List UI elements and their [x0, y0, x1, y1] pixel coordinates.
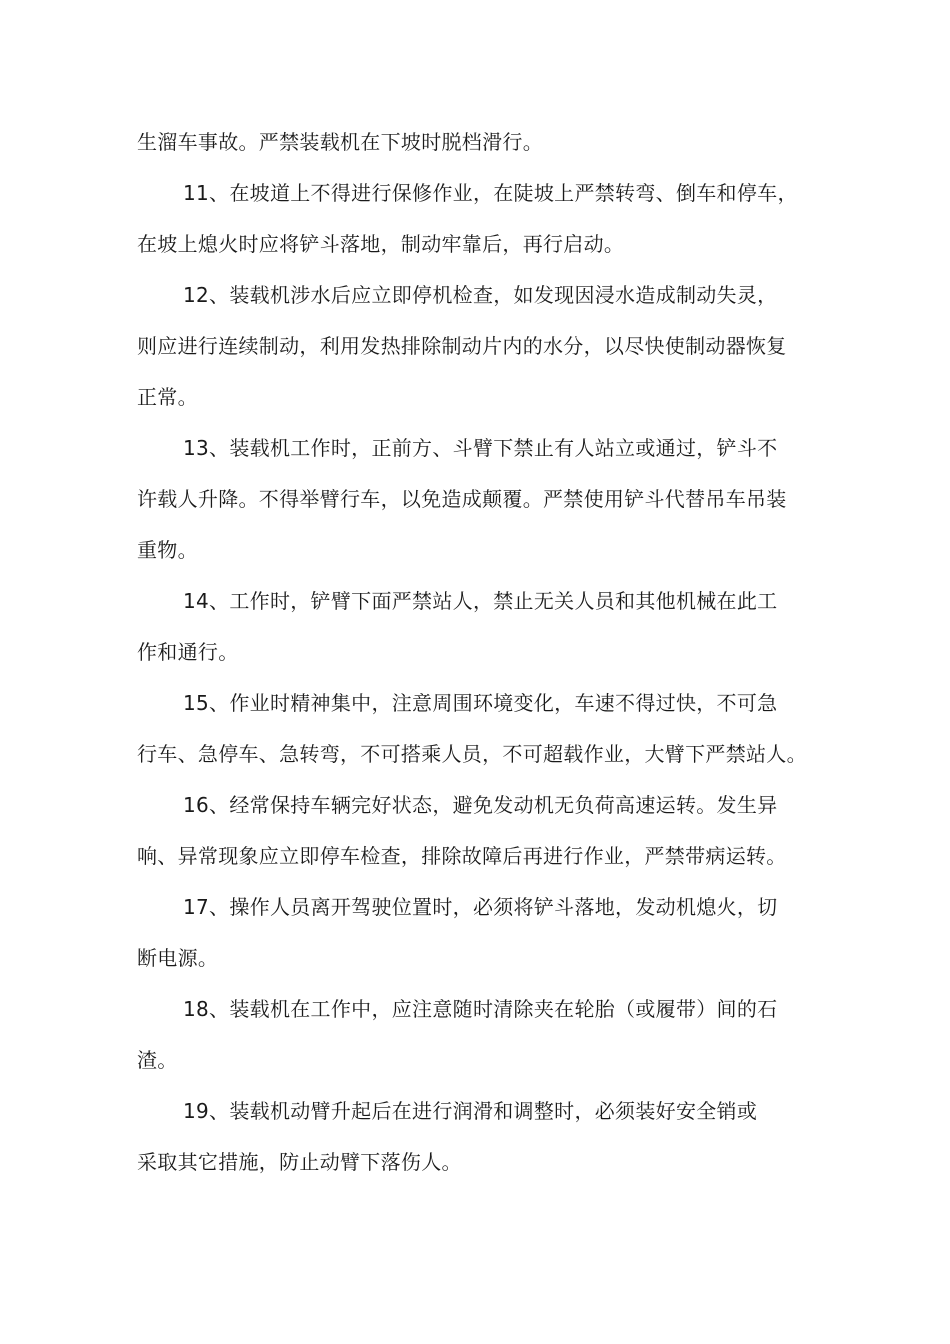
text-line-4: 12、装载机涉水后应立即停机检查，如发现因浸水造成制动失灵，: [183, 283, 778, 307]
text-line-14: 16、经常保持车辆完好状态，避免发动机无负荷高速运转。发生异: [183, 793, 778, 817]
text-line-18: 18、装载机在工作中，应注意随时清除夹在轮胎（或履带）间的石: [183, 997, 778, 1021]
text-line-8: 许载人升降。不得举臂行车，以免造成颠覆。严禁使用铲斗代替吊车吊装: [137, 487, 787, 511]
text-line-2: 11、在坡道上不得进行保修作业，在陡坡上严禁转弯、倒车和停车，: [183, 181, 798, 205]
text-line-6: 正常。: [137, 385, 198, 409]
text-line-5: 则应进行连续制动，利用发热排除制动片内的水分，以尽快使制动器恢复: [137, 334, 787, 358]
text-line-16: 17、操作人员离开驾驶位置时，必须将铲斗落地，发动机熄火，切: [183, 895, 778, 919]
text-line-7: 13、装载机工作时，正前方、斗臂下禁止有人站立或通过，铲斗不: [183, 436, 778, 460]
text-line-21: 采取其它措施，防止动臂下落伤人。: [137, 1150, 462, 1174]
text-line-13: 行车、急停车、急转弯，不可搭乘人员，不可超载作业，大臂下严禁站人。: [137, 742, 807, 766]
text-line-1: 生溜车事故。严禁装载机在下坡时脱档滑行。: [137, 130, 543, 154]
text-line-15: 响、异常现象应立即停车检查，排除故障后再进行作业，严禁带病运转。: [137, 844, 787, 868]
text-line-17: 断电源。: [137, 946, 219, 970]
text-line-20: 19、装载机动臂升起后在进行润滑和调整时，必须装好安全销或: [183, 1099, 758, 1123]
text-line-12: 15、作业时精神集中，注意周围环境变化，车速不得过快，不可急: [183, 691, 778, 715]
text-line-10: 14、工作时，铲臂下面严禁站人，禁止无关人员和其他机械在此工: [183, 589, 778, 613]
text-line-19: 渣。: [137, 1048, 178, 1072]
text-line-3: 在坡上熄火时应将铲斗落地，制动牢靠后，再行启动。: [137, 232, 625, 256]
text-line-9: 重物。: [137, 538, 198, 562]
text-line-11: 作和通行。: [137, 640, 239, 664]
